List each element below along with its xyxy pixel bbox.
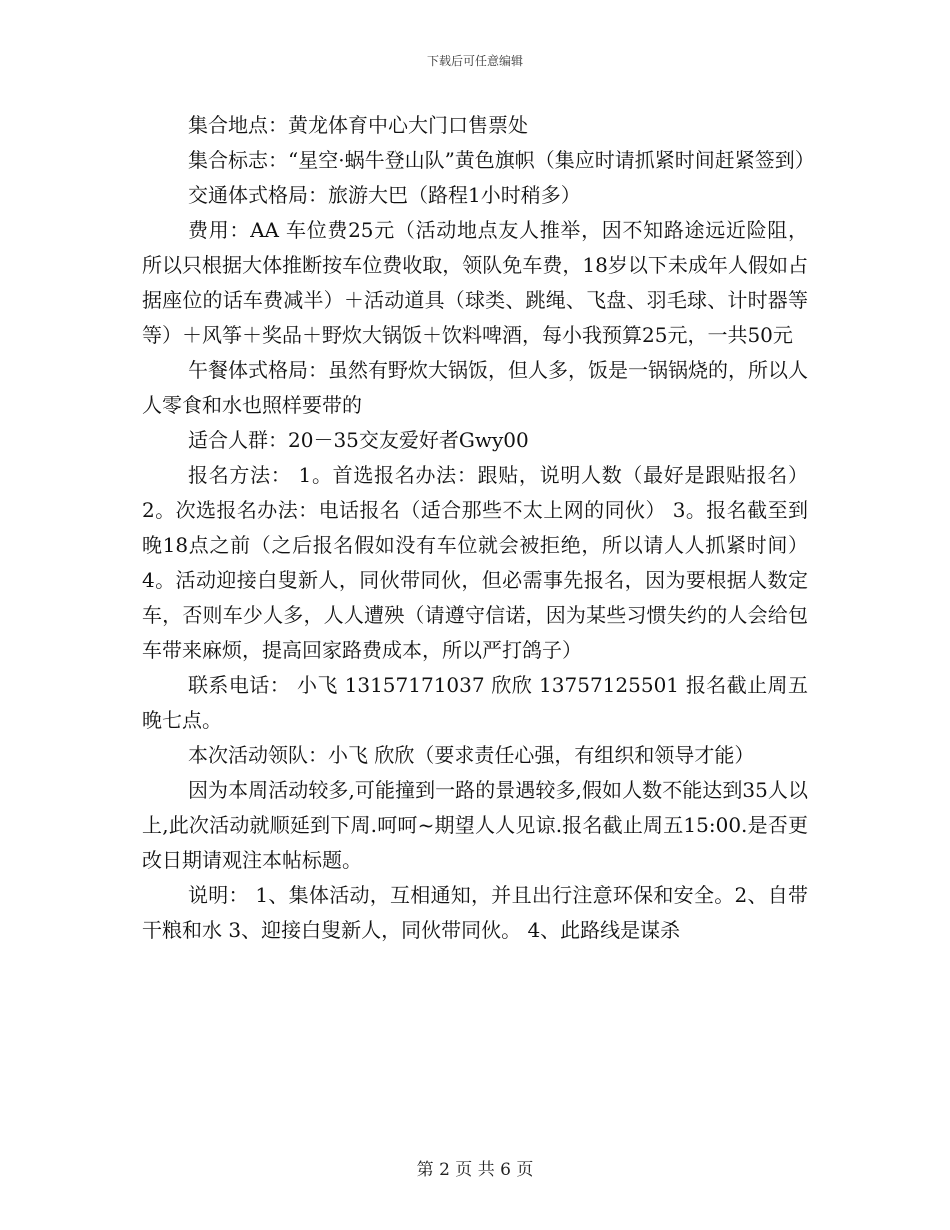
- paragraph-audience: 适合人群：20－35交友爱好者Gwy00: [188, 428, 529, 452]
- page-header: 下载后可任意编辑: [426, 54, 523, 68]
- page-footer: 第 2 页 共 6 页: [416, 1160, 534, 1180]
- paragraph-meeting-sign: 集合标志：“星空·蜗牛登山队”黄色旗帜（集应时请抓紧时间赶紧签到）: [188, 148, 815, 172]
- paragraph-lunch: 午餐体式格局：虽然有野炊大锅饭，但人多，饭是一锅锅烧的，所以人人零食和水也照样要带的: [142, 358, 808, 417]
- paragraph-cost: 费用：AA 车位费25元（活动地点友人推举，因不知路途远近险阻，所以只根据大体推断按车位费收取，领队免车费，18岁以下未成年人假如占据座位的话车费减半）＋活动道具（球类、跳绳、飞盘、羽毛球、计时器等等）＋风筝＋奖品＋野炊大锅饭＋饮料啤酒，每小我预算25元，一共50元: [142, 218, 808, 347]
- document-body: [142, 108, 815, 948]
- paragraph-transport: 交通体式格局：旅游大巴（路程1小时稍多）: [188, 183, 581, 207]
- paragraph-meeting-place: 集合地点：黄龙体育中心大门口售票处: [188, 113, 528, 137]
- paragraph-notes: 说明： 1、集体活动，互相通知，并且出行注意环保和安全。2、自带干粮和水 3、迎接白叟新人，同伙带同伙。 4、此路线是谋杀: [142, 883, 808, 942]
- paragraph-postpone-notice: 因为本周活动较多,可能撞到一路的景遇较多,假如人数不能达到35人以上,此次活动就顺延到下周.呵呵~期望人人见谅.报名截止周五15:00.是否更改日期请观注本帖标题。: [142, 778, 808, 872]
- paragraph-contact: 联系电话： 小飞 13157171037 欣欣 13757125501 报名截止周五晚七点。: [142, 673, 808, 732]
- paragraph-registration: 报名方法： 1。首选报名办法：跟贴，说明人数（最好是跟贴报名） 2。次选报名办法：电话报名（适合那些不太上网的同伙） 3。报名截至到晚18点之前（之后报名假如没有车位就会被拒绝，所以请人人抓紧时间） 4。活动迎接白叟新人，同伙带同伙，但必需事先报名，因为要根据人数定车，否则车少人多，人人遭殃（请遵守信诺，因为某些习惯失约的人会给包车带来麻烦，提高回家路费成本，所以严打鸽子）: [142, 463, 808, 662]
- paragraph-leaders: 本次活动领队：小飞 欣欣（要求责任心强，有组织和领导才能）: [188, 743, 755, 767]
